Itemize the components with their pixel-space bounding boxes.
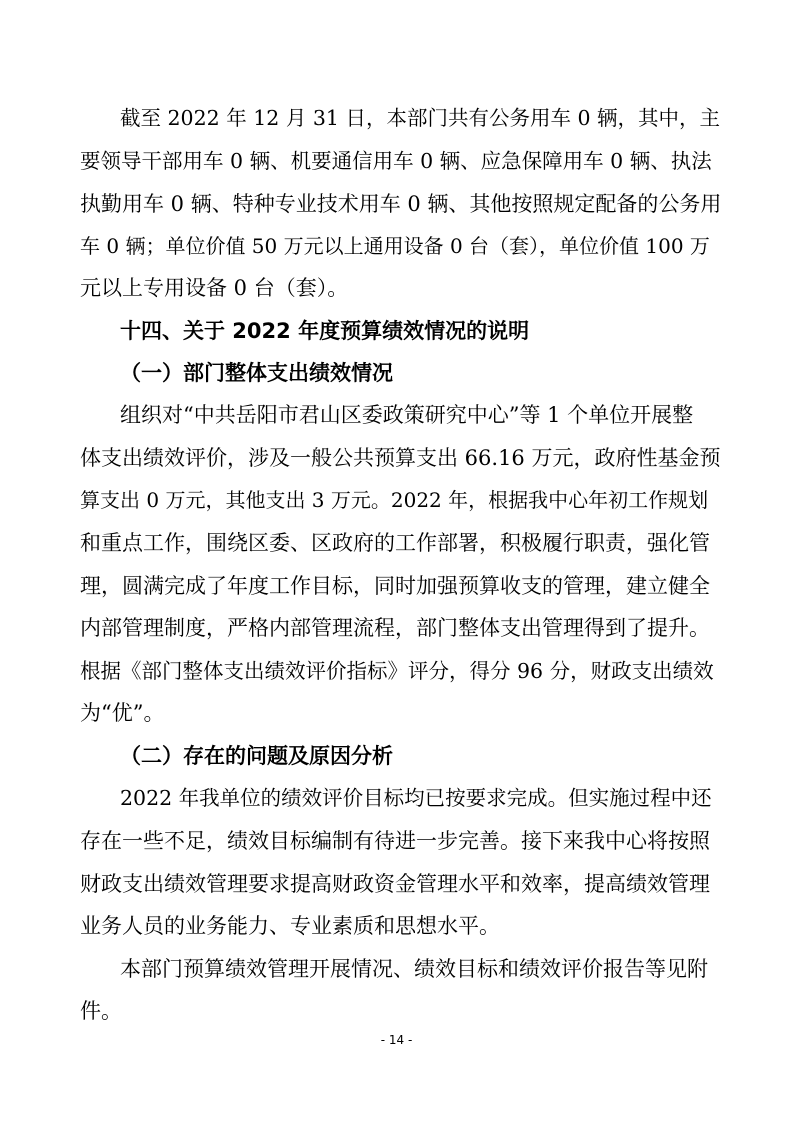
sub-heading-overall-performance: （一）部门整体支出绩效情况 xyxy=(120,361,393,385)
paragraph-line: 要领导干部用车 0 辆、机要通信用车 0 辆、应急保障用车 0 辆、执法 xyxy=(80,149,712,173)
paragraph-line: 和重点工作，围绕区委、区政府的工作部署，积极履行职责，强化管 xyxy=(80,531,710,555)
paragraph-line: 本部门预算绩效管理开展情况、绩效目标和绩效评价报告等见附 xyxy=(120,957,708,981)
paragraph-line: 内部管理制度，严格内部管理流程，部门整体支出管理得到了提升。 xyxy=(80,616,710,640)
paragraph-line: 执勤用车 0 辆、特种专业技术用车 0 辆、其他按照规定配备的公务用 xyxy=(80,192,722,216)
paragraph-line: 组织对“中共岳阳市君山区委政策研究中心”等 1 个单位开展整 xyxy=(120,403,694,427)
paragraph-line: 体支出绩效评价，涉及一般公共预算支出 66.16 万元，政府性基金预 xyxy=(80,446,721,470)
paragraph-line: 财政支出绩效管理要求提高财政资金管理水平和效率，提高绩效管理 xyxy=(80,872,710,896)
paragraph-line: 2022 年我单位的绩效评价目标均已按要求完成。但实施过程中还 xyxy=(120,786,712,810)
paragraph-line: 算支出 0 万元，其他支出 3 万元。2022 年，根据我中心年初工作规划 xyxy=(80,488,709,512)
paragraph-line: 元以上专用设备 0 台（套）。 xyxy=(80,276,349,300)
section-heading: 十四、关于 2022 年度预算绩效情况的说明 xyxy=(120,319,530,343)
page-number: - 14 - xyxy=(380,1033,413,1047)
sub-heading-problems: （二）存在的问题及原因分析 xyxy=(120,744,393,768)
paragraph-line: 截至 2022 年 12 月 31 日，本部门共有公务用车 0 辆，其中，主 xyxy=(120,106,721,130)
paragraph-line: 理，圆满完成了年度工作目标，同时加强预算收支的管理，建立健全 xyxy=(80,574,710,598)
paragraph-line: 车 0 辆；单位价值 50 万元以上通用设备 0 台（套），单位价值 100 万 xyxy=(80,234,710,258)
paragraph-line: 业务人员的业务能力、专业素质和思想水平。 xyxy=(80,914,500,938)
paragraph-line: 存在一些不足，绩效目标编制有待进一步完善。接下来我中心将按照 xyxy=(80,829,710,853)
paragraph-line: 根据《部门整体支出绩效评价指标》评分，得分 96 分，财政支出绩效 xyxy=(80,659,714,683)
paragraph-line: 为“优”。 xyxy=(80,701,165,725)
paragraph-line: 件。 xyxy=(80,999,122,1023)
